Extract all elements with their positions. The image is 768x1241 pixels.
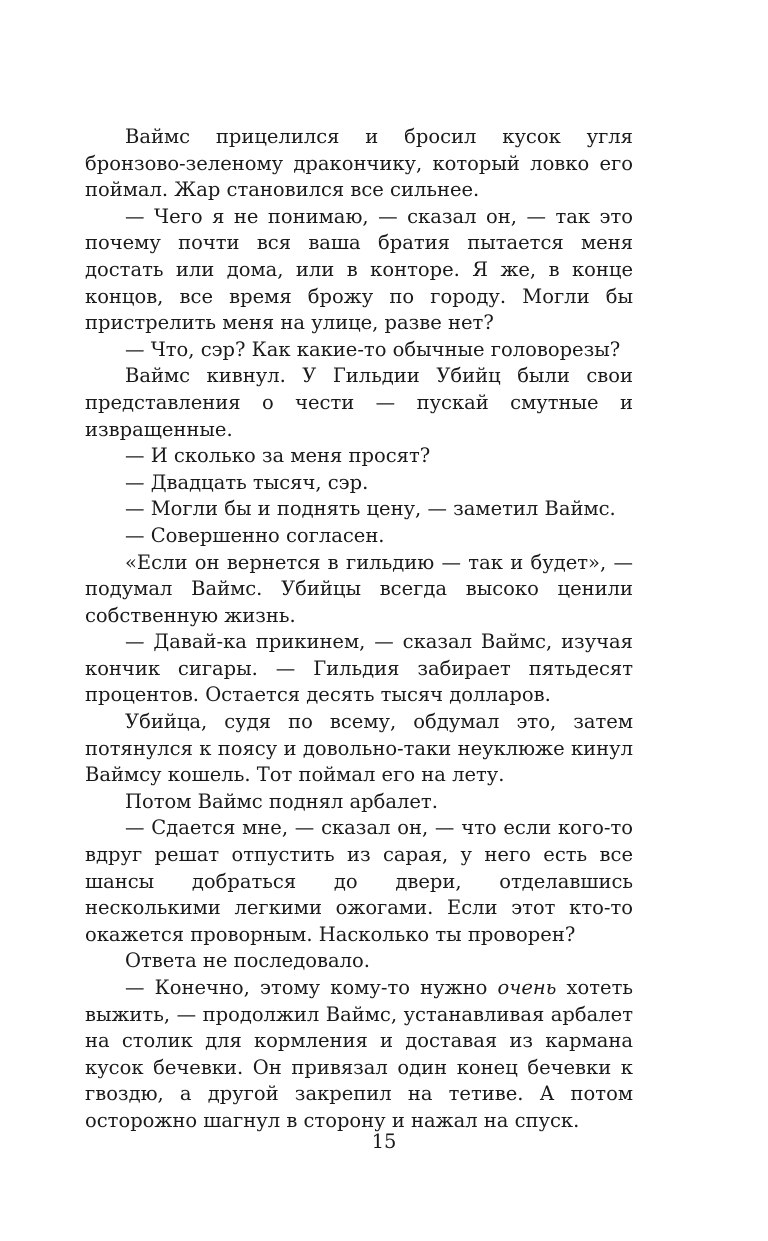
emphasized-word: очень	[497, 976, 557, 999]
paragraph: — И сколько за меня просят?	[125, 444, 431, 468]
paragraph	[85, 975, 633, 1135]
paragraph: Ответа не последовало.	[125, 949, 370, 973]
paragraph: — Давай-ка прикинем, — сказал Ваймс, изучая кончик сигары. — Гильдия забирает пятьдесят процентов. Остается десять тысяч долларов.	[85, 630, 633, 707]
page-text	[85, 124, 633, 1135]
paragraph: — Чего я не понимаю, — сказал он, — так это почему почти вся ваша братия пытается меня достать или дома, или в конторе. Я же, в конце концов, все время брожу по городу. Могли бы пристрелить меня на улице, разве нет?	[85, 204, 633, 335]
paragraph: Потом Ваймс поднял арбалет.	[125, 789, 438, 813]
paragraph: — Могли бы и поднять цену, — заметил Ваймс.	[125, 497, 616, 521]
paragraph-text: — Конечно, этому кому-то нужно	[125, 976, 498, 999]
paragraph: — Двадцать тысяч, сэр.	[125, 470, 369, 494]
paragraph: Убийца, судя по всему, обдумал это, затем потянулся к поясу и довольно-таки неуклюже кинул Ваймсу кошель. Тот поймал его на лету.	[85, 710, 633, 787]
paragraph: Ваймс кивнул. У Гильдии Убийц были свои представления о чести — пускай смутные и извращенные.	[85, 364, 633, 441]
paragraph-text: хотеть выжить, — продолжил Ваймс, устанавливая арбалет на столик для кормления и доставая из кармана кусок бечевки. Он привязал один конец бечевки к гвоздю, а другой закрепил на тетиве. А потом осторожно шагнул в сторону и нажал на спуск.	[85, 976, 634, 1132]
paragraph: — Совершенно согласен.	[125, 523, 385, 547]
page-number: 15	[371, 1130, 397, 1153]
paragraph: «Если он вернется в гильдию — так и будет», — подумал Ваймс. Убийцы всегда высоко ценили собственную жизнь.	[85, 550, 633, 627]
paragraph: — Сдается мне, — сказал он, — что если кого-то вдруг решат отпустить из сарая, у него есть все шансы добраться до двери, отделавшись несколькими легкими ожогами. Если этот кто-то окажется проворным. Насколько ты проворен?	[85, 816, 633, 946]
paragraph: Ваймс прицелился и бросил кусок угля бронзово-зеленому дракончику, который ловко его поймал. Жар становился все сильнее.	[85, 125, 633, 202]
paragraph: — Что, сэр? Как какие-то обычные головорезы?	[125, 337, 621, 361]
